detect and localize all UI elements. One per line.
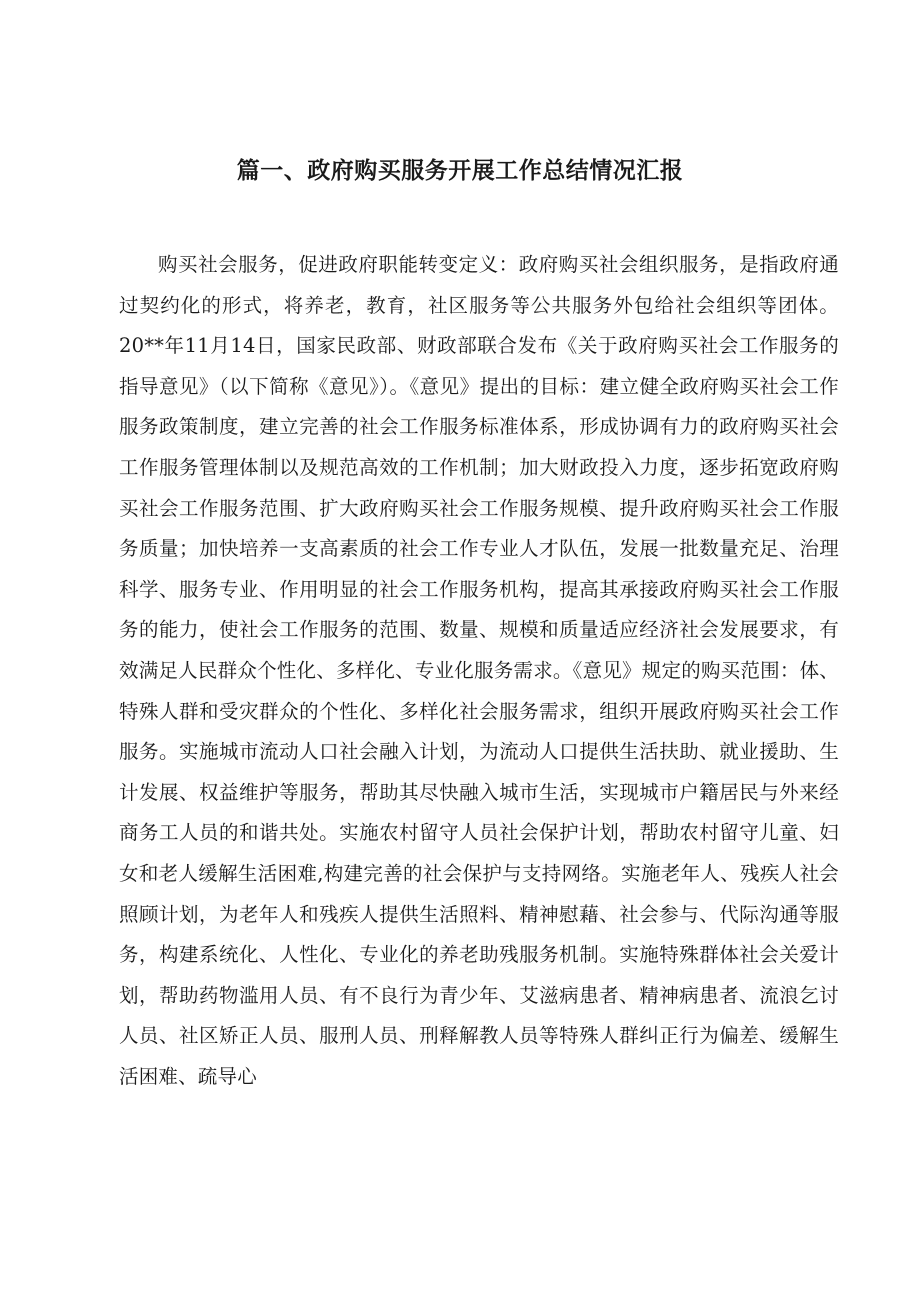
document-title: 篇一、政府购买服务开展工作总结情况汇报 [236, 158, 684, 184]
body-paragraph: 购买社会服务，促进政府职能转变定义：政府购买社会组织服务，是指政府通过契约化的形式，将养老，教育，社区服务等公共服务外包给社会组织等团体。20**年11月14日，国家民政部、财政部联合发布《关于政府购买社会工作服务的指导意见》（以下简称《意见》）。《意见》提出的目标：建立健全政府购买社会工作服务政策制度，建立完善的社会工作服务标准体系，形成协调有力的政府购买社会工作服务管理体制以及规范高效的工作机制；加大财政投入力度，逐步拓宽政府购买社会工作服务范围、扩大政府购买社会工作服务规模、提升政府购买社会工作服务质量；加快培养一支高素质的社会工作专业人才队伍，发展一批数量充足、治理科学、服务专业、作用明显的社会工作服务机构，提高其承接政府购买社会工作服务的能力，使社会工作服务的范围、数量、规模和质量适应经济社会发展要求，有效满足人民群众个性化、多样化、专业化服务需求。《意见》规定的购买范围：体、特殊人群和受灾群众的个性化、多样化社会服务需求，组织开展政府购买社会工作服务。实施城市流动人口社会融入计划，为流动人口提供生活扶助、就业援助、生计发展、权益维护等服务，帮助其尽快融入城市生活，实现城市户籍居民与外来经商务工人员的和谐共处。实施农村留守人员社会保护计划，帮助农村留守儿童、妇女和老人缓解生活困难,构建完善的社会保护与支持网络。实施老年人、残疾人社会照顾计划，为老年人和残疾人提供生活照料、精神慰藉、社会参与、代际沟通等服务，构建系统化、人性化、专业化的养老助残服务机制。实施特殊群体社会关爱计划，帮助药物滥用人员、有不良行为青少年、艾滋病患者、精神病患者、流浪乞讨人员、社区矫正人员、服刑人员、刑释解教人员等特殊人群纠正行为偏差、缓解生活困难、疏导心 [119, 253, 839, 1088]
